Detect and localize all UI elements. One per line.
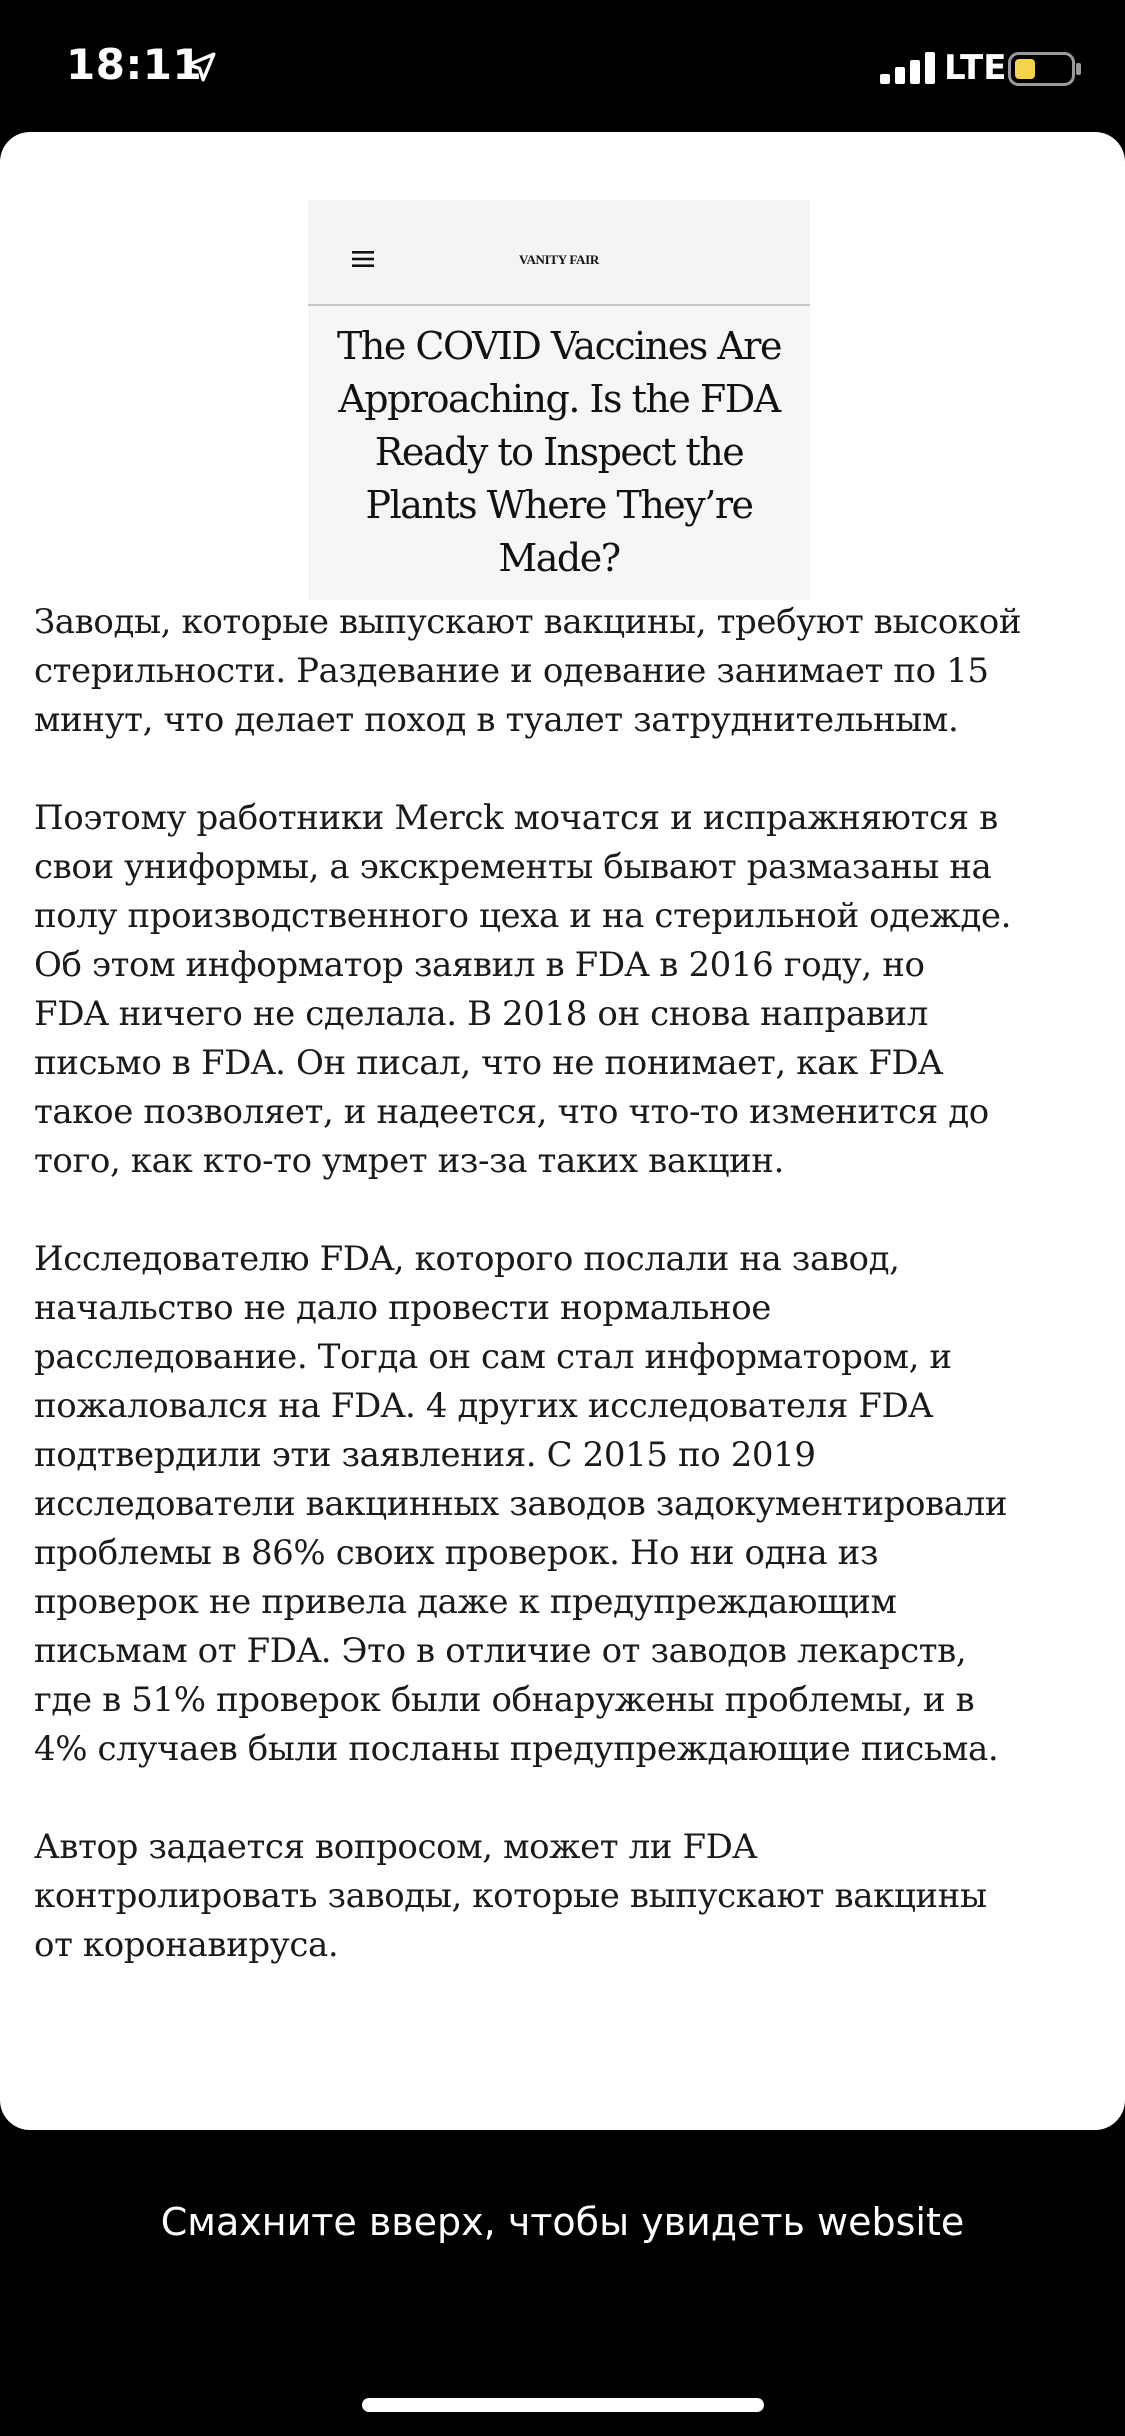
network-type: LTE bbox=[944, 48, 1007, 88]
article-title: The COVID Vaccines Are Approaching. Is the FDA Ready to Inspect the Plants Where They’re Made? bbox=[337, 324, 781, 580]
publication-logo: VANITY FAIR bbox=[519, 252, 599, 267]
location-arrow-icon bbox=[184, 50, 218, 84]
paragraph-1: Заводы, которые выпускают вакцины, требуют высокой стерильности. Раздевание и одевание занимает по 15 минут, что делает поход в туалет затруднительным. bbox=[34, 602, 1022, 740]
cellular-signal-icon bbox=[880, 52, 936, 84]
battery-low-power-icon bbox=[1008, 52, 1082, 86]
status-time: 18:11 bbox=[66, 40, 203, 89]
paragraph-4: Автор задается вопросом, может ли FDA контролировать заводы, которые выпускают вакцины от коронавируса. bbox=[34, 1827, 987, 1965]
content-card bbox=[0, 132, 1125, 2130]
paragraph-3: Исследователю FDA, которого послали на завод, начальство не дало провести нормальное расследование. Тогда он сам стал информатором, и пожаловался на FDA. 4 других исследователя FDA подтвердили эти заявления. С 2015 по 2019 исследователи вакцинных заводов задокументировали проблемы в 86% своих проверок. Но ни одна из проверок не привела даже к предупреждающим письмам от FDA. Это в отличие от заводов лекарств, где в 51% проверок были обнаружены проблемы, и в 4% случаев были посланы предупреждающие письма. bbox=[34, 1239, 1008, 1769]
swipe-up-hint[interactable]: Смахните вверх, чтобы увидеть website bbox=[160, 2200, 965, 2244]
article-summary bbox=[34, 598, 1094, 2019]
paragraph-2: Поэтому работники Merck мочатся и испражняются в свои униформы, а экскременты бывают размазаны на полу производственного цеха и на стерильной одежде. Об этом информатор заявил в FDA в 2016 году, но FDA ничего не сделала. В 2018 он снова направил письмо в FDA. Он писал, что не понимает, как FDA такое позволяет, и надеется, что что-то изменится до того, как кто-то умрет из-за таких вакцин. bbox=[34, 798, 1012, 1181]
article-preview-image bbox=[308, 200, 810, 600]
home-indicator[interactable] bbox=[362, 2398, 764, 2412]
status-bar bbox=[0, 0, 1125, 132]
article-topbar bbox=[308, 200, 810, 306]
